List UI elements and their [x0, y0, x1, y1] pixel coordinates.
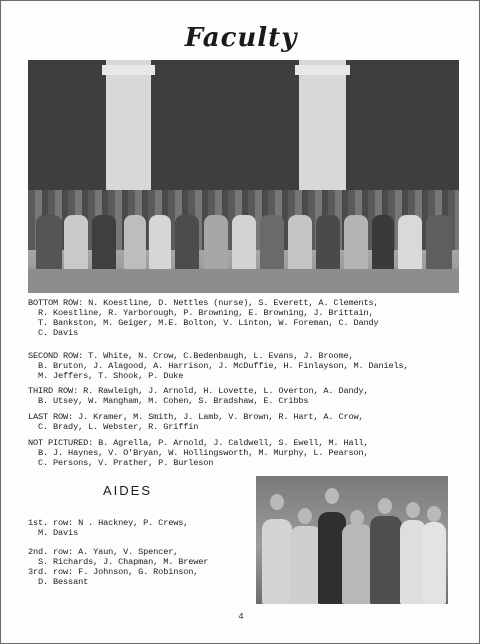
photo-person-head: [427, 506, 441, 522]
photo-person-head: [350, 510, 364, 526]
photo-archway: [151, 60, 299, 210]
photo-person-head: [325, 488, 339, 504]
not-pictured-caption: NOT PICTURED: B. Agrella, P. Arnold, J. Caldwell, S. Ewell, M. Hall, B. J. Haynes, V. O'Bryan, W. Hollingsworth, M. Murphy, L. Pearson, C. Persons, V. Prather, P. Burleson: [28, 438, 369, 468]
photo-person: [342, 524, 372, 604]
photo-column-capital: [295, 65, 350, 75]
aides-first-row-caption: 1st. row: N . Hackney, P. Crews, M. Davis: [28, 518, 189, 538]
last-row-caption: LAST ROW: J. Kramer, M. Smith, J. Lamb, V. Brown, R. Hart, A. Crow, C. Brady, L. Webster, R. Griffin: [28, 412, 364, 432]
third-row-caption: THIRD ROW: R. Rawleigh, J. Arnold, H. Lovette, L. Overton, A. Dandy, B. Utsey, W. Mangham, M. Cohen, S. Bradshaw, E. Cribbs: [28, 386, 369, 406]
bottom-row-caption: BOTTOM ROW: N. Koestline, D. Nettles (nurse), S. Everett, A. Clements, R. Koestline, R. Yarborough, P. Browning, E. Browning, J. Brittain, T. Bankston, M. Geiger, M.E. Bolton, V. Linton, W. Foreman, C. Dandy C. Davis: [28, 298, 379, 338]
faculty-group-photo: [28, 60, 459, 293]
page-number: 4: [238, 612, 244, 622]
aides-second-third-row-caption: 2nd. row: A. Yaun, V. Spencer, S. Richards, J. Chapman, M. Brewer 3rd. row: F. Johnson, G. Robinson, D. Bessant: [28, 547, 209, 587]
page-title: Faculty: [184, 23, 298, 53]
photo-person-head: [378, 498, 392, 514]
photo-person-head: [298, 508, 312, 524]
aides-group-photo: [256, 476, 448, 604]
photo-archway: [346, 60, 459, 210]
photo-person: [370, 516, 402, 604]
aides-heading: AIDES: [103, 483, 153, 498]
photo-person-head: [270, 494, 284, 510]
photo-floor: [28, 269, 459, 293]
photo-person-head: [406, 502, 420, 518]
photo-column-capital: [102, 65, 155, 75]
photo-person: [422, 522, 446, 604]
photo-archway: [28, 60, 106, 210]
second-row-caption: SECOND ROW: T. White, N. Crow, C.Bedenbaugh, L. Evans, J. Broome, B. Bruton, J. Alagood, A. Harrison, J. McDuffie, H. Finlayson, M. Daniels, M. Jeffers, T. Shook, P. Duke: [28, 351, 409, 381]
photo-person: [262, 519, 292, 604]
